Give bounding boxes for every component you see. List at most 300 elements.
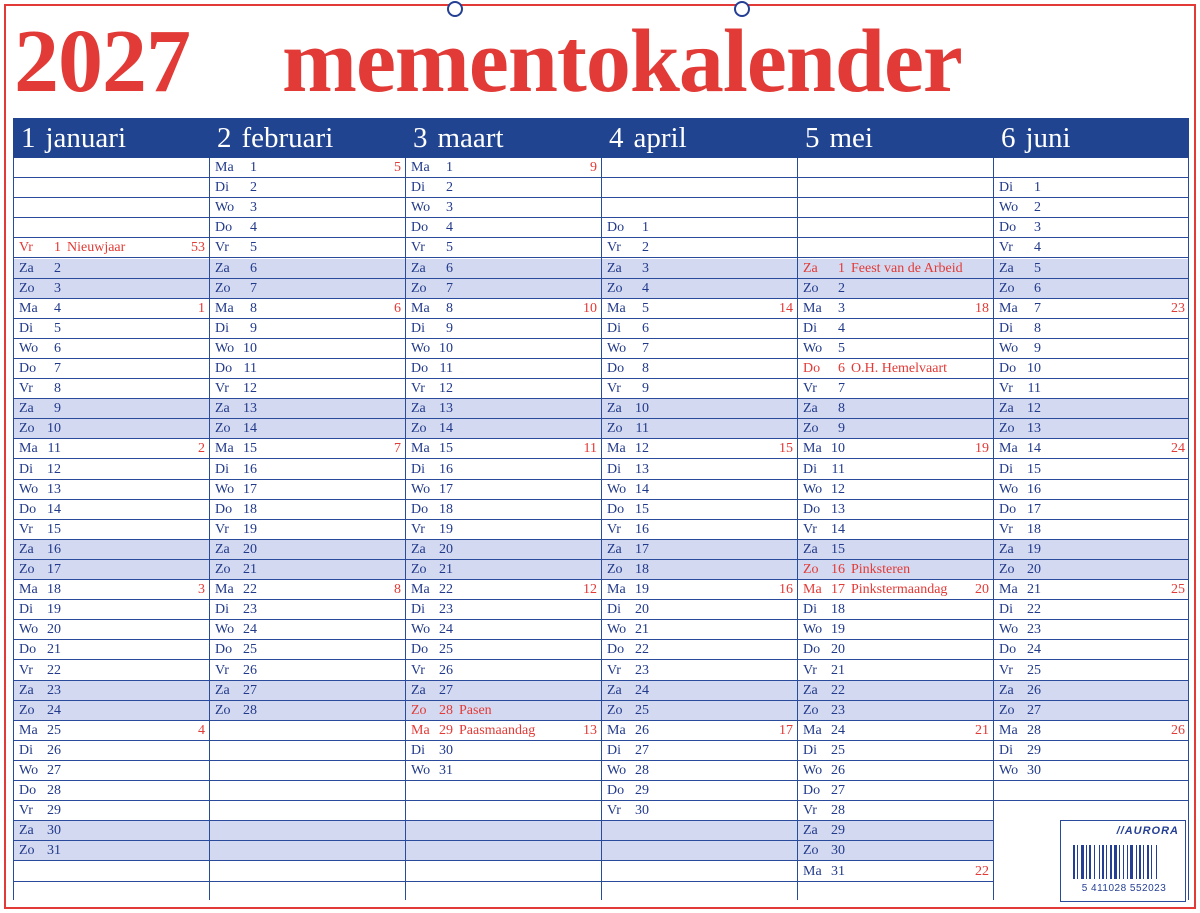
- day-row: [405, 741, 601, 761]
- weekday-label: Di: [215, 602, 229, 618]
- weekday-label: Vr: [999, 240, 1013, 256]
- day-number: 25: [831, 742, 845, 758]
- weekday-label: Zo: [215, 421, 231, 437]
- day-number: 4: [642, 280, 649, 296]
- day-row: [13, 460, 209, 480]
- day-row: [601, 801, 797, 821]
- day-row: [13, 701, 209, 721]
- day-row: [993, 540, 1189, 560]
- day-row: [13, 279, 209, 299]
- day-row: [993, 419, 1189, 439]
- day-number: 27: [635, 742, 649, 758]
- weekday-label: Za: [215, 401, 230, 417]
- month-column: [601, 118, 797, 900]
- day-number: 27: [831, 783, 845, 799]
- day-number: 6: [838, 361, 845, 376]
- day-number: 17: [635, 541, 649, 557]
- day-number: 13: [439, 401, 453, 417]
- day-row: [405, 640, 601, 660]
- day-number: 9: [838, 421, 845, 437]
- weekday-label: Zo: [803, 562, 819, 577]
- day-number: 2: [642, 240, 649, 256]
- day-row: [601, 862, 797, 882]
- weekday-label: Zo: [607, 280, 623, 296]
- weekday-label: Vr: [19, 240, 33, 256]
- day-number: 24: [243, 622, 257, 638]
- day-row: [601, 761, 797, 781]
- day-row: [797, 178, 993, 198]
- day-number: 13: [635, 461, 649, 477]
- weekday-label: Vr: [215, 662, 229, 678]
- day-number: 23: [243, 602, 257, 618]
- weekday-label: Wo: [215, 481, 235, 497]
- day-number: 2: [838, 280, 845, 296]
- weekday-label: Wo: [411, 481, 431, 497]
- day-row: [13, 339, 209, 359]
- day-row: [797, 540, 993, 560]
- day-number: 16: [243, 461, 257, 477]
- day-row: [797, 640, 993, 660]
- weekday-label: Za: [999, 260, 1014, 276]
- weekday-label: Di: [607, 602, 621, 618]
- day-row: [993, 399, 1189, 419]
- day-number: 11: [439, 361, 453, 376]
- day-number: 24: [439, 622, 453, 638]
- day-number: 5: [838, 340, 845, 356]
- day-row: [13, 299, 209, 319]
- column-divider: [797, 158, 798, 900]
- day-row: [405, 661, 601, 681]
- day-number: 16: [1027, 481, 1041, 497]
- day-row: [13, 761, 209, 781]
- day-number: 25: [439, 642, 453, 658]
- month-header: [13, 118, 209, 158]
- day-number: 1: [642, 220, 649, 236]
- weekday-label: Do: [215, 220, 233, 236]
- day-number: 2: [446, 180, 453, 196]
- weekday-label: Za: [607, 682, 622, 698]
- day-number: 15: [1027, 461, 1041, 477]
- day-number: 16: [831, 562, 845, 577]
- weekday-label: Do: [19, 783, 37, 799]
- weekday-label: Za: [803, 541, 818, 557]
- day-number: 20: [1027, 562, 1041, 577]
- day-number: 12: [47, 461, 61, 477]
- day-number: 7: [642, 340, 649, 356]
- day-row: [601, 359, 797, 379]
- day-number: 21: [439, 562, 453, 577]
- day-row: [797, 801, 993, 821]
- day-number: 7: [446, 280, 453, 296]
- month-header: [797, 118, 993, 158]
- weekday-label: Wo: [215, 340, 235, 356]
- day-row: [405, 259, 601, 279]
- weekday-label: Di: [999, 320, 1013, 336]
- day-number: 11: [1027, 381, 1041, 397]
- day-row: [209, 178, 405, 198]
- day-row: [405, 339, 601, 359]
- month-column: [797, 118, 993, 900]
- weekday-label: Ma: [215, 300, 234, 316]
- day-number: 12: [831, 481, 845, 497]
- week-number: 7: [394, 441, 401, 457]
- week-number: 13: [583, 722, 597, 738]
- day-number: 20: [439, 541, 453, 557]
- day-number: 9: [250, 320, 257, 336]
- day-row: [993, 259, 1189, 279]
- day-row: [601, 178, 797, 198]
- day-number: 28: [1027, 722, 1041, 738]
- day-number: 27: [1027, 702, 1041, 718]
- day-row: [797, 238, 993, 258]
- week-number: 21: [975, 722, 989, 738]
- day-row: [993, 379, 1189, 399]
- day-row: [601, 580, 797, 600]
- weekday-label: Ma: [215, 441, 234, 457]
- day-row: [209, 540, 405, 560]
- weekday-label: Za: [19, 260, 34, 276]
- day-row: [209, 721, 405, 741]
- weekday-label: Za: [999, 541, 1014, 557]
- day-row: [209, 841, 405, 861]
- weekday-label: Di: [411, 320, 425, 336]
- day-number: 1: [54, 240, 61, 256]
- weekday-label: Di: [999, 180, 1013, 196]
- day-row: [601, 781, 797, 801]
- day-row: [993, 299, 1189, 319]
- day-row: [797, 661, 993, 681]
- week-number: 8: [394, 582, 401, 598]
- weekday-label: Di: [411, 461, 425, 477]
- weekday-label: Zo: [999, 702, 1015, 718]
- day-row: [601, 319, 797, 339]
- day-row: [209, 821, 405, 841]
- day-number: 6: [642, 320, 649, 336]
- weekday-label: Ma: [411, 441, 430, 457]
- day-row: [405, 198, 601, 218]
- weekday-label: Do: [803, 501, 821, 517]
- day-number: 13: [831, 501, 845, 517]
- weekday-label: Zo: [411, 562, 427, 577]
- day-number: 27: [243, 682, 257, 698]
- month-number: 5: [805, 122, 820, 154]
- day-row: [797, 198, 993, 218]
- day-row: [601, 560, 797, 580]
- day-row: [797, 399, 993, 419]
- day-row: [13, 359, 209, 379]
- weekday-label: Zo: [607, 702, 623, 718]
- day-number: 9: [642, 381, 649, 397]
- day-row: [993, 560, 1189, 580]
- day-number: 7: [1034, 300, 1041, 316]
- day-number: 11: [47, 441, 61, 457]
- day-row: [405, 620, 601, 640]
- day-row: [797, 841, 993, 861]
- day-row: [209, 620, 405, 640]
- day-row: [601, 640, 797, 660]
- day-row: [601, 238, 797, 258]
- weekday-label: Vr: [411, 662, 425, 678]
- weekday-label: Vr: [411, 381, 425, 397]
- month-number: 6: [1001, 122, 1016, 154]
- day-row: [13, 620, 209, 640]
- day-row: [601, 419, 797, 439]
- day-row: [209, 158, 405, 178]
- month-name: februari: [241, 122, 334, 154]
- week-number: 17: [779, 722, 793, 738]
- weekday-label: Za: [19, 401, 34, 417]
- month-number: 4: [609, 122, 624, 154]
- weekday-label: Di: [607, 742, 621, 758]
- day-row: [797, 741, 993, 761]
- day-row: [209, 379, 405, 399]
- weekday-label: Zo: [19, 843, 35, 859]
- holiday-label: Pinksteren: [851, 562, 911, 577]
- week-number: 12: [583, 582, 597, 598]
- day-number: 16: [439, 461, 453, 477]
- day-number: 18: [635, 562, 649, 577]
- day-row: [13, 178, 209, 198]
- day-number: 30: [439, 742, 453, 758]
- day-number: 14: [1027, 441, 1041, 457]
- day-row: [13, 540, 209, 560]
- weekday-label: Wo: [999, 340, 1019, 356]
- weekday-label: Wo: [411, 622, 431, 638]
- weekday-label: Ma: [999, 441, 1018, 457]
- weekday-label: Wo: [19, 481, 39, 497]
- week-number: 2: [198, 441, 205, 457]
- day-number: 23: [831, 702, 845, 718]
- day-number: 4: [54, 300, 61, 316]
- day-row: [13, 741, 209, 761]
- weekday-label: Di: [19, 461, 33, 477]
- day-number: 2: [54, 260, 61, 276]
- weekday-label: Vr: [999, 521, 1013, 537]
- day-row: [405, 600, 601, 620]
- day-number: 26: [243, 662, 257, 678]
- day-row: [601, 701, 797, 721]
- day-row: [405, 480, 601, 500]
- day-row: [209, 761, 405, 781]
- day-number: 3: [250, 200, 257, 216]
- weekday-label: Wo: [999, 622, 1019, 638]
- weekday-label: Za: [411, 541, 426, 557]
- weekday-label: Di: [999, 742, 1013, 758]
- month-column: [405, 118, 601, 900]
- day-row: [13, 640, 209, 660]
- weekday-label: Di: [803, 461, 817, 477]
- weekday-label: Za: [215, 682, 230, 698]
- weekday-label: Zo: [803, 421, 819, 437]
- day-number: 8: [1034, 320, 1041, 336]
- weekday-label: Vr: [215, 240, 229, 256]
- day-number: 24: [47, 702, 61, 718]
- weekday-label: Zo: [999, 421, 1015, 437]
- day-row: [405, 359, 601, 379]
- day-row: [601, 540, 797, 560]
- weekday-label: Zo: [411, 702, 427, 718]
- day-row: [209, 439, 405, 459]
- weekday-label: Vr: [803, 381, 817, 397]
- holiday-label: Pinkstermaandag: [851, 582, 948, 598]
- day-row: [993, 761, 1189, 781]
- weekday-label: Vr: [19, 662, 33, 678]
- day-number: 11: [635, 421, 649, 437]
- day-row: [797, 781, 993, 801]
- month-column: [993, 118, 1189, 900]
- day-row: [601, 198, 797, 218]
- day-number: 4: [838, 320, 845, 336]
- weekday-label: Za: [607, 541, 622, 557]
- day-number: 29: [831, 823, 845, 839]
- day-row: [797, 439, 993, 459]
- day-number: 20: [243, 541, 257, 557]
- day-number: 3: [446, 200, 453, 216]
- day-row: [797, 600, 993, 620]
- day-row: [405, 520, 601, 540]
- day-row: [405, 681, 601, 701]
- day-number: 5: [642, 300, 649, 316]
- day-number: 18: [1027, 521, 1041, 537]
- day-row: [797, 821, 993, 841]
- weekday-label: Zo: [607, 562, 623, 577]
- day-number: 2: [250, 180, 257, 196]
- weekday-label: Ma: [803, 441, 822, 457]
- week-number: 22: [975, 863, 989, 879]
- day-row: [601, 399, 797, 419]
- day-number: 28: [635, 763, 649, 778]
- weekday-label: Za: [803, 401, 818, 417]
- weekday-label: Ma: [19, 441, 38, 457]
- day-number: 13: [1027, 421, 1041, 437]
- weekday-label: Za: [411, 260, 426, 276]
- month-column: [13, 118, 209, 900]
- week-number: 9: [590, 160, 597, 175]
- day-row: [797, 500, 993, 520]
- weekday-label: Ma: [411, 722, 430, 738]
- weekday-label: Za: [215, 260, 230, 276]
- day-number: 20: [831, 642, 845, 658]
- week-number: 3: [198, 582, 205, 598]
- brand-box: [1060, 820, 1186, 902]
- day-number: 21: [243, 562, 257, 577]
- day-number: 22: [1027, 602, 1041, 618]
- day-number: 25: [1027, 662, 1041, 678]
- day-row: [405, 279, 601, 299]
- day-row: [797, 218, 993, 238]
- weekday-label: Ma: [999, 582, 1018, 598]
- day-row: [405, 158, 601, 178]
- day-row: [601, 520, 797, 540]
- weekday-label: Vr: [999, 662, 1013, 678]
- weekday-label: Vr: [607, 521, 621, 537]
- weekday-label: Di: [411, 742, 425, 758]
- weekday-label: Wo: [411, 200, 431, 216]
- weekday-label: Do: [215, 642, 233, 658]
- day-number: 14: [47, 501, 61, 517]
- day-row: [993, 158, 1189, 178]
- day-row: [209, 259, 405, 279]
- day-number: 19: [1027, 541, 1041, 557]
- day-row: [209, 560, 405, 580]
- day-number: 21: [47, 642, 61, 658]
- weekday-label: Zo: [19, 421, 35, 437]
- day-row: [601, 460, 797, 480]
- day-row: [13, 379, 209, 399]
- day-row: [993, 238, 1189, 258]
- day-number: 13: [243, 401, 257, 417]
- day-row: [13, 158, 209, 178]
- day-row: [405, 500, 601, 520]
- weekday-label: Ma: [411, 582, 430, 598]
- day-row: [405, 238, 601, 258]
- day-number: 14: [243, 421, 257, 437]
- holiday-label: Paasmaandag: [459, 722, 536, 738]
- day-number: 28: [243, 702, 257, 718]
- month-name: maart: [437, 122, 504, 154]
- day-number: 7: [54, 361, 61, 376]
- day-row: [405, 379, 601, 399]
- day-row: [13, 520, 209, 540]
- day-row: [209, 741, 405, 761]
- week-number: 26: [1171, 722, 1185, 738]
- weekday-label: Di: [803, 742, 817, 758]
- weekday-label: Vr: [411, 521, 425, 537]
- day-row: [405, 721, 601, 741]
- weekday-label: Di: [999, 461, 1013, 477]
- weekday-label: Zo: [19, 702, 35, 718]
- day-number: 18: [831, 602, 845, 618]
- day-row: [209, 781, 405, 801]
- weekday-label: Do: [411, 220, 429, 236]
- day-row: [209, 600, 405, 620]
- weekday-label: Wo: [803, 481, 823, 497]
- month-header: [209, 118, 405, 158]
- day-row: [993, 580, 1189, 600]
- weekday-label: Ma: [215, 160, 234, 175]
- day-row: [405, 439, 601, 459]
- day-number: 6: [250, 260, 257, 276]
- month-number: 1: [21, 122, 36, 154]
- day-number: 3: [642, 260, 649, 276]
- day-number: 8: [838, 401, 845, 417]
- day-row: [993, 178, 1189, 198]
- day-number: 10: [1027, 361, 1041, 376]
- weekday-label: Di: [607, 320, 621, 336]
- day-number: 15: [47, 521, 61, 537]
- day-row: [601, 821, 797, 841]
- day-row: [13, 721, 209, 741]
- day-row: [405, 801, 601, 821]
- day-number: 24: [635, 682, 649, 698]
- weekday-label: Do: [803, 642, 821, 658]
- day-row: [209, 500, 405, 520]
- day-number: 26: [1027, 682, 1041, 698]
- weekday-label: Ma: [411, 160, 430, 175]
- day-row: [993, 480, 1189, 500]
- weekday-label: Do: [215, 361, 233, 376]
- day-number: 28: [831, 803, 845, 819]
- weekday-label: Do: [607, 642, 625, 658]
- weekday-label: Za: [607, 260, 622, 276]
- day-row: [405, 560, 601, 580]
- day-row: [209, 661, 405, 681]
- day-row: [797, 359, 993, 379]
- month-column: [209, 118, 405, 900]
- day-number: 30: [831, 843, 845, 859]
- day-number: 20: [47, 622, 61, 638]
- weekday-label: Wo: [607, 481, 627, 497]
